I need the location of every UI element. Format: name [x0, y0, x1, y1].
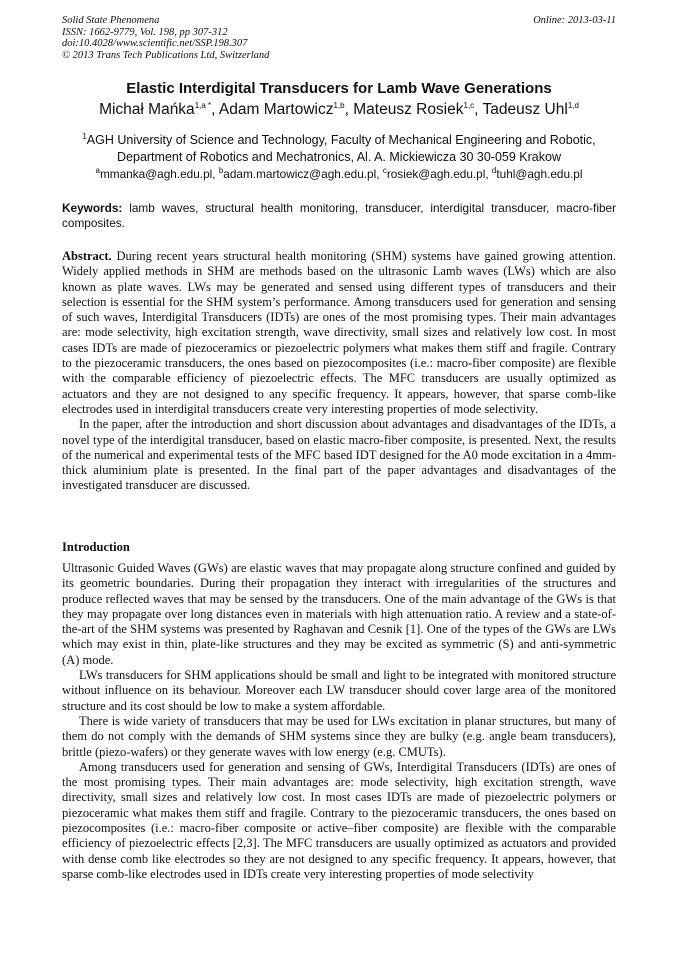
abstract-label: Abstract.	[62, 249, 112, 263]
affiliation-line-2: Department of Robotics and Mechatronics, Al. A. Mickiewicza 30 30-059 Krakow	[117, 149, 561, 164]
email-mark: b	[218, 166, 224, 176]
author-name: Mateusz Rosiek	[353, 101, 464, 118]
affiliation-mark: 1	[82, 131, 87, 141]
journal-header	[62, 15, 616, 61]
author-name: Michał Mańka	[99, 101, 195, 118]
abstract	[62, 249, 616, 494]
author-name: Tadeusz Uhl	[482, 101, 568, 118]
author-name: Adam Martowicz	[218, 101, 334, 118]
keywords-text: lamb waves, structural health monitoring, transducer, interdigital transducer, macro-fiber composites.	[62, 201, 616, 230]
email-link[interactable]: adam.martowicz@agh.edu.pl	[223, 167, 377, 181]
keywords	[62, 201, 616, 231]
section-heading: Introduction	[62, 540, 130, 554]
email-link[interactable]: mmanka@agh.edu.pl	[99, 167, 213, 181]
intro-paragraph-3: There is wide variety of transducers that may be used for LWs excitation in planar structures, but many of them do not comply with the demands of SHM systems since they are bulky (e.g. angle beam transducers), brittle (piezo-wafers) or they generate waves with low energy (e.g. CMUTs).	[62, 713, 616, 759]
author-affiliation-mark: 1,b	[333, 100, 345, 110]
intro-paragraph-1: Ultrasonic Guided Waves (GWs) are elastic waves that may propagate along structure confined and guided by its geometric boundaries. During their propagation they interact with irregularities of the structures and produce reflected waves that may be sensed by the transducers. One of the main advantage of the GWs is that they may propagate over long distances even in materials with high attenuation ratio. A review and a state-of-the-art of the SHM systems was presented by Raghavan and Cesnik [1]. One of the types of the GWs are LWs which may exist in thin, plate-like structures and they may be excited as symmetric (S) and anti-symmetric (A) mode.	[62, 561, 616, 667]
paper-title: Elastic Interdigital Transducers for Lamb Wave Generations	[126, 80, 552, 97]
email-mark: a	[95, 166, 100, 176]
affiliation	[50, 132, 628, 165]
abstract-paragraph-1: During recent years structural health monitoring (SHM) systems have gained growing attention. Widely applied methods in SHM are methods based on the ultrasonic Lamb waves (LWs) which are also known as plate waves. LWs may be generated and sensed using different types of transducers and their selection is essential for the SHM system’s performance. Among transducers used for generation and sensing of such waves, Interdigital Transducers (IDTs) are ones of the most promising types. Their main advantages are: mode selectivity, high excitation strength, wave directivity, small sizes and relatively low cost. In most cases IDTs are made of piezoceramics or piezoelectric polymers what makes them stiff and fragile. Contrary to the piezoceramic transducers, the ones based on piezocomposites (i.e.: macro-fiber composite) are flexible with the comparable efficiency of piezoelectric effects. The MFC transducers are usually optimized as actuators and they are not designed to any specific frequency. It appears, however, that sparse comb-like electrodes used in interdigital transducers create very interesting properties of mode selectivity.	[62, 249, 616, 416]
online-date: Online: 2013-03-11	[533, 15, 616, 26]
author-affiliation-mark: 1,a *	[194, 100, 212, 110]
affiliation-line-1: AGH University of Science and Technology, Faculty of Mechanical Engineering and Robotic,	[86, 133, 596, 147]
issn-line: ISSN: 1662-9779, Vol. 198, pp 307-312	[62, 26, 228, 38]
copyright-line: © 2013 Trans Tech Publications Ltd, Switzerland	[62, 49, 270, 61]
email-mark: d	[491, 166, 497, 176]
email-link[interactable]: rosiek@agh.edu.pl	[386, 167, 486, 181]
email-mark: c	[382, 166, 387, 176]
author-affiliation-mark: 1,c	[463, 100, 475, 110]
author-list: Michał Mańka$^{1,a *}$, Adam Martowicz$^{1,b}$, Mateusz Rosiek$^{1,c}$, Tadeusz Uhl$^{1,d}$	[99, 100, 579, 118]
intro-paragraph-4: Among transducers used for generation and sensing of GWs, Interdigital Transducers (IDTs) are ones of the most promising types. Their main advantages are: mode selectivity, high excitation strength, wave directivity, small sizes and relatively low cost. In most cases IDTs are made of piezoelectric polymers or piezoceramic what makes them stiff and fragile. Contrary to the piezoceramic transducers, the ones based on piezocomposites (i.e.: macro-fiber composite or active–fiber composite) are flexible with the comparable efficiency of piezoelectric effects [2,3]. The MFC transducers are usually optimized as actuators and provided with dense comb like electrodes so they are not designed to any specific frequency. It appears, however, that sparse comb-like electrodes used in IDTs create very interesting properties of mode selectivity	[62, 759, 616, 881]
journal-name: Solid State Phenomena	[62, 15, 160, 26]
email-list: $^a$mmanka@agh.edu.pl, $^b$adam.martowicz@agh.edu.pl, $^c$rosiek@agh.edu.pl, $^d$tuhl@agh.edu.pl	[95, 166, 583, 181]
intro-paragraph-2: LWs transducers for SHM applications should be small and light to be integrated with monitored structure without influence on its behaviour. Moreover each LW transducer should cover large area of the monitored structure and its cost should be low to make a system affordable.	[62, 668, 616, 713]
keywords-label: Keywords:	[62, 201, 123, 215]
email-link[interactable]: tuhl@agh.edu.pl	[496, 167, 583, 181]
doi-line: doi:10.4028/www.scientific.net/SSP.198.307	[62, 38, 248, 49]
introduction-body	[62, 561, 616, 882]
abstract-paragraph-2: In the paper, after the introduction and short discussion about advantages and disadvantages of the IDTs, a novel type of the interdigital transducer, based on elastic macro-fiber composite, is presented. Next, the results of the numerical and experimental tests of the MFC based IDT designed for the A0 mode excitation in a 4mm-thick aluminium plate is presented. In the final part of the paper advantages and disadvantages of the investigated transducer are discussed.	[62, 417, 616, 493]
author-affiliation-mark: 1,d	[567, 100, 579, 110]
